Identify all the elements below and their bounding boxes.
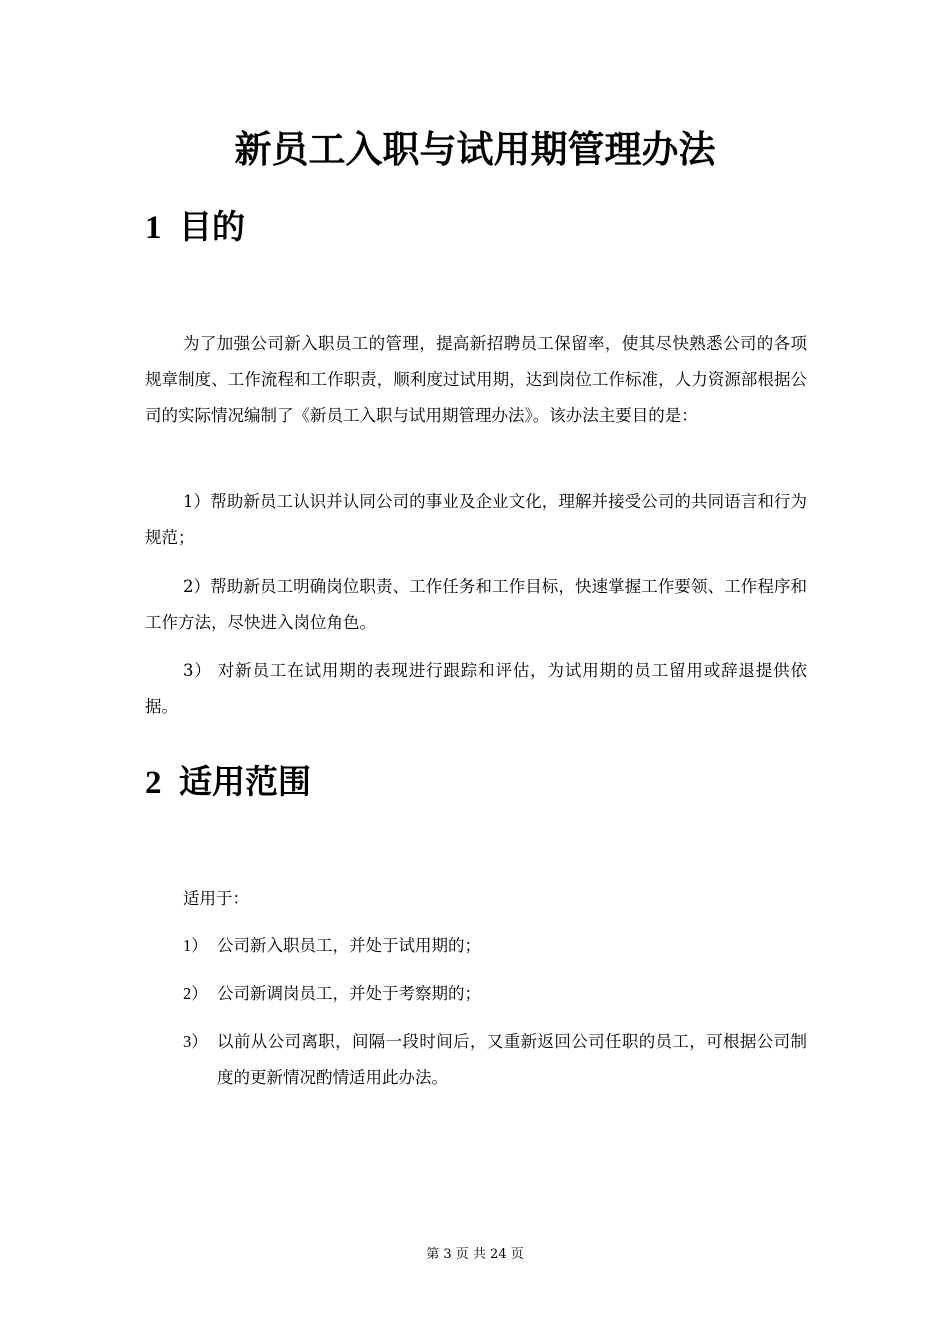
list-item-text: 公司新入职员工，并处于试用期的；: [217, 936, 481, 955]
purpose-paragraph-item-3: 3） 对新员工在试用期的表现进行跟踪和评估，为试用期的员工留用或辞退提供依据。: [145, 661, 807, 716]
list-marker: 3）: [183, 1032, 208, 1051]
purpose-paragraph-intro: 为了加强公司新入职员工的管理，提高新招聘员工保留率，使其尽快熟悉公司的各项规章制度、工作流程和工作职责，顺利度过试用期，达到岗位工作标准，人力资源部根据公司的实际情况编制了《新员工入职与试用期管理办法》。该办法主要目的是：: [145, 334, 807, 425]
section-heading-purpose: [145, 203, 245, 252]
list-item-text: 以前从公司离职，间隔一段时间后，又重新返回公司任职的员工，可根据公司制度的更新情况酌情适用此办法。: [217, 1032, 807, 1087]
list-marker: 1）: [183, 936, 208, 955]
purpose-paragraph-item-2: 2）帮助新员工明确岗位职责、工作任务和工作目标，快速掌握工作要领、工作程序和工作方法，尽快进入岗位角色。: [145, 577, 807, 632]
page-number-footer: 第 3 页 共 24 页: [426, 1247, 524, 1262]
section-title: 目的: [179, 207, 245, 246]
list-item-text: 公司新调岗员工，并处于考察期的；: [217, 984, 481, 1003]
scope-list-item: [183, 1024, 807, 1096]
scope-intro: 适用于：: [183, 889, 249, 908]
scope-list-item: [183, 928, 807, 964]
purpose-paragraph-item-1: 1）帮助新员工认识并认同公司的事业及企业文化，理解并接受公司的共同语言和行为规范；: [145, 492, 807, 547]
section-number: 2: [145, 765, 162, 801]
list-marker: 2）: [183, 984, 208, 1003]
section-heading-scope: [145, 758, 311, 807]
section-title: 适用范围: [179, 762, 311, 801]
document-title: 新员工入职与试用期管理办法: [234, 128, 716, 171]
scope-list-item: [183, 976, 807, 1012]
section-number: 1: [145, 210, 162, 246]
